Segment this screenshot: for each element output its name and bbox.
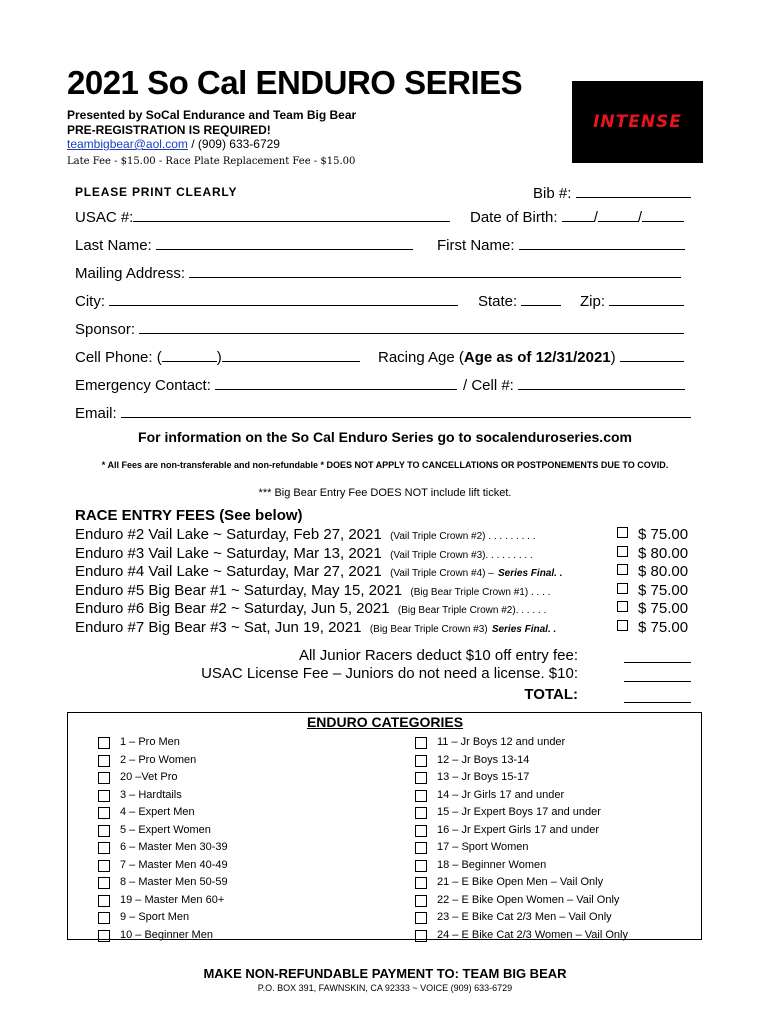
email-label: Email:: [75, 405, 117, 422]
race-row: [75, 545, 533, 562]
category-label: 18 – Beginner Women: [437, 858, 547, 871]
first-name-field[interactable]: [437, 235, 685, 254]
category-item[interactable]: [415, 876, 665, 890]
category-label: 4 – Expert Men: [120, 806, 195, 818]
series-final-note: Series Final. .: [498, 568, 563, 579]
race-row: [75, 619, 556, 636]
race-row: [75, 582, 550, 599]
series-website-text: For information on the So Cal Enduro Series go to socalenduroseries.com: [138, 429, 632, 445]
category-item[interactable]: [98, 911, 348, 925]
race-fee-amount: $ 75.00: [638, 619, 689, 636]
cell-phone-paren: ): [216, 349, 222, 366]
race-fee[interactable]: [617, 526, 688, 543]
category-label: 19 – Master Men 60+: [120, 893, 225, 906]
sponsor-label: Sponsor:: [75, 321, 136, 338]
category-label: 15 – Jr Expert Boys 17 and under: [437, 806, 601, 818]
category-checkbox[interactable]: [98, 737, 110, 749]
cell-phone-label: Cell Phone: (: [75, 349, 162, 366]
category-checkbox[interactable]: [98, 772, 110, 784]
email-line[interactable]: [121, 403, 691, 418]
category-item[interactable]: [415, 806, 665, 820]
first-name-label: First Name:: [437, 237, 515, 254]
category-checkbox[interactable]: [98, 895, 110, 907]
category-item[interactable]: [98, 894, 348, 908]
racing-age-label: Racing Age (: [378, 349, 464, 366]
category-item[interactable]: [98, 859, 348, 873]
category-label: 8 – Master Men 50-59: [120, 876, 228, 888]
category-label: 21 – E Bike Open Men – Vail Only: [437, 876, 604, 888]
cell-phone-line[interactable]: [222, 347, 360, 362]
category-item[interactable]: [98, 841, 348, 855]
category-item[interactable]: [415, 841, 665, 855]
state-line[interactable]: [521, 291, 561, 306]
race-note: (Big Bear Triple Crown #3): [369, 624, 488, 635]
category-item[interactable]: [98, 736, 348, 750]
race-name: Enduro #4 Vail Lake ~ Saturday, Mar 27, 2021: [75, 563, 382, 580]
category-checkbox[interactable]: [415, 860, 427, 872]
race-checkbox[interactable]: [617, 583, 628, 594]
payment-instruction: MAKE NON-REFUNDABLE PAYMENT TO: TEAM BIG BEAR: [203, 966, 567, 981]
late-fee-line: Late Fee - $15.00 - Race Plate Replacement Fee - $15.00: [67, 156, 356, 167]
print-clearly-label: PLEASE PRINT CLEARLY: [75, 185, 238, 199]
logo-text: INTENSE: [593, 112, 682, 132]
categories-title: ENDURO CATEGORIES: [306, 714, 464, 730]
category-label: 11 – Jr Boys 12 and under: [437, 736, 566, 748]
category-label: 12 – Jr Boys 13-14: [437, 753, 530, 766]
lift-ticket-note: *** Big Bear Entry Fee DOES NOT include lift ticket.: [258, 487, 512, 499]
emergency-cell-label: / Cell #:: [463, 377, 514, 394]
dob-separator: /: [593, 209, 598, 226]
sponsor-field[interactable]: [75, 319, 684, 338]
cell-phone-field[interactable]: [75, 347, 360, 366]
series-final-note: Series Final. .: [491, 624, 557, 635]
city-line[interactable]: [109, 291, 458, 306]
zip-field[interactable]: [580, 291, 684, 310]
city-label: City:: [75, 293, 105, 310]
dob-month-line[interactable]: [562, 207, 594, 222]
category-item[interactable]: [98, 789, 348, 803]
category-checkbox[interactable]: [98, 860, 110, 872]
category-item[interactable]: [415, 859, 665, 873]
category-label: 24 – E Bike Cat 2/3 Women – Vail Only: [437, 928, 628, 941]
state-label: State:: [478, 293, 518, 310]
race-checkbox[interactable]: [617, 546, 628, 557]
category-item[interactable]: [98, 824, 348, 838]
category-checkbox[interactable]: [415, 755, 427, 767]
category-checkbox[interactable]: [98, 842, 110, 854]
category-label: 22 – E Bike Open Women – Vail Only: [437, 893, 620, 906]
usac-fee-label: USAC License Fee – Juniors do not need a license. $10:: [201, 665, 578, 682]
usac-fee-line[interactable]: [624, 680, 691, 682]
usac-field[interactable]: [75, 207, 450, 226]
contact-line: [67, 137, 280, 151]
usac-line[interactable]: [133, 207, 450, 222]
mailing-address-footer: P.O. BOX 391, FAWNSKIN, CA 92333 ~ VOICE (909) 633-6729: [257, 983, 513, 993]
emergency-contact-label: Emergency Contact:: [75, 377, 211, 394]
race-note: (Vail Triple Crown #4) –: [390, 568, 494, 579]
category-label: 23 – E Bike Cat 2/3 Men – Vail Only: [437, 911, 612, 923]
category-label: 7 – Master Men 40-49: [120, 858, 228, 871]
race-fee[interactable]: [617, 545, 688, 562]
dob-separator: /: [637, 209, 643, 226]
category-checkbox[interactable]: [415, 895, 427, 907]
category-checkbox[interactable]: [415, 930, 427, 942]
zip-line[interactable]: [609, 291, 684, 306]
race-fee[interactable]: [617, 600, 688, 617]
email-field[interactable]: [75, 403, 691, 422]
race-fee-amount: $ 75.00: [638, 600, 689, 617]
category-checkbox[interactable]: [98, 877, 110, 889]
category-item[interactable]: [98, 771, 348, 785]
city-field[interactable]: [75, 291, 458, 310]
race-checkbox[interactable]: [617, 601, 628, 612]
race-checkbox[interactable]: [617, 527, 628, 538]
usac-label: USAC #:: [75, 209, 134, 226]
category-item[interactable]: [415, 754, 665, 768]
emergency-contact-line[interactable]: [215, 375, 457, 390]
junior-deduct-line[interactable]: [624, 661, 691, 663]
racing-age-field[interactable]: [378, 347, 684, 366]
intense-logo: [572, 81, 703, 163]
nonrefundable-note: * All Fees are non-transferable and non-refundable * DOES NOT APPLY TO CANCELLATIONS OR POSTPONEMENTS DUE TO COVID.: [101, 460, 669, 470]
total-line[interactable]: [624, 701, 691, 703]
race-row: [75, 600, 546, 617]
dob-field[interactable]: [470, 207, 684, 226]
category-checkbox[interactable]: [415, 790, 427, 802]
page-title: 2021 So Cal ENDURO SERIES: [67, 64, 523, 101]
category-checkbox[interactable]: [415, 877, 427, 889]
category-label: 10 – Beginner Men: [120, 928, 213, 941]
mailing-address-label: Mailing Address:: [75, 265, 186, 282]
category-item[interactable]: [98, 806, 348, 820]
sponsor-line[interactable]: [139, 319, 684, 334]
race-fee[interactable]: [617, 619, 688, 636]
category-label: 1 – Pro Men: [120, 736, 180, 748]
race-note: (Big Bear Triple Crown #2). . . . . .: [397, 605, 547, 616]
presenter-text: Presented by SoCal Endurance and Team Big Bear: [67, 108, 357, 122]
area-code-line[interactable]: [162, 347, 217, 362]
race-checkbox[interactable]: [617, 564, 628, 575]
junior-deduct-label: All Junior Racers deduct $10 off entry fee:: [298, 647, 578, 664]
category-label: 16 – Jr Expert Girls 17 and under: [437, 823, 600, 836]
category-item[interactable]: [415, 736, 665, 750]
racing-age-close: ): [610, 349, 616, 366]
mailing-address-field[interactable]: [75, 263, 681, 282]
race-row: [75, 563, 562, 580]
category-label: 3 – Hardtails: [120, 788, 182, 801]
race-fee-amount: $ 80.00: [638, 563, 689, 580]
race-name: Enduro #5 Big Bear #1 ~ Saturday, May 15, 2021: [75, 582, 403, 599]
total-label: TOTAL:: [524, 686, 578, 703]
category-checkbox[interactable]: [98, 825, 110, 837]
category-label: 14 – Jr Girls 17 and under: [437, 788, 565, 801]
category-checkbox[interactable]: [415, 912, 427, 924]
state-field[interactable]: [478, 291, 561, 310]
racing-age-bold: Age as of 12/31/2021: [463, 349, 611, 366]
email-link[interactable]: teambigbear@aol.com: [67, 137, 188, 151]
bib-line[interactable]: [576, 183, 691, 198]
race-fee[interactable]: [617, 582, 688, 599]
race-name: Enduro #7 Big Bear #3 ~ Sat, Jun 19, 2021: [75, 619, 362, 636]
category-item[interactable]: [415, 771, 665, 785]
category-checkbox[interactable]: [98, 790, 110, 802]
dob-label: Date of Birth:: [470, 209, 558, 226]
race-fee[interactable]: [617, 563, 688, 580]
race-name: Enduro #6 Big Bear #2 ~ Saturday, Jun 5, 2021: [75, 600, 390, 617]
race-row: [75, 526, 536, 543]
category-label: 13 – Jr Boys 15-17: [437, 771, 530, 783]
category-checkbox[interactable]: [415, 842, 427, 854]
dob-year-line[interactable]: [642, 207, 684, 222]
zip-label: Zip:: [580, 293, 606, 310]
category-item[interactable]: [415, 789, 665, 803]
race-fee-amount: $ 80.00: [638, 545, 689, 562]
category-item[interactable]: [98, 929, 348, 943]
category-checkbox[interactable]: [415, 807, 427, 819]
racing-age-line[interactable]: [620, 347, 684, 362]
emergency-cell-field[interactable]: [463, 375, 685, 394]
category-label: 6 – Master Men 30-39: [120, 841, 228, 853]
category-item[interactable]: [98, 754, 348, 768]
contact-phone: / (909) 633-6729: [187, 137, 280, 151]
mailing-address-line[interactable]: [189, 263, 681, 278]
race-note: (Vail Triple Crown #2) . . . . . . . . .: [390, 531, 536, 542]
category-checkbox[interactable]: [98, 912, 110, 924]
first-name-line[interactable]: [519, 235, 685, 250]
race-fee-amount: $ 75.00: [638, 582, 689, 599]
last-name-field[interactable]: [75, 235, 413, 254]
race-entry-heading: RACE ENTRY FEES (See below): [75, 507, 303, 524]
race-name: Enduro #3 Vail Lake ~ Saturday, Mar 13, 2021: [75, 545, 382, 562]
category-checkbox[interactable]: [415, 825, 427, 837]
category-item[interactable]: [98, 876, 348, 890]
race-note: (Big Bear Triple Crown #1) . . . .: [410, 587, 551, 598]
category-checkbox[interactable]: [98, 807, 110, 819]
category-item[interactable]: [415, 911, 665, 925]
category-checkbox[interactable]: [98, 755, 110, 767]
category-checkbox[interactable]: [415, 772, 427, 784]
last-name-label: Last Name:: [75, 237, 152, 254]
category-label: 17 – Sport Women: [437, 841, 529, 853]
emergency-cell-line[interactable]: [518, 375, 685, 390]
category-item[interactable]: [415, 824, 665, 838]
category-item[interactable]: [415, 929, 665, 943]
category-label: 9 – Sport Men: [120, 911, 190, 923]
category-checkbox[interactable]: [98, 930, 110, 942]
last-name-line[interactable]: [156, 235, 413, 250]
race-note: (Vail Triple Crown #3). . . . . . . . .: [390, 550, 533, 561]
race-fee-amount: $ 75.00: [638, 526, 689, 543]
bib-field[interactable]: [533, 183, 691, 202]
category-item[interactable]: [415, 894, 665, 908]
category-label: 5 – Expert Women: [120, 823, 211, 836]
category-label: 20 –Vet Pro: [120, 771, 178, 783]
category-label: 2 – Pro Women: [120, 753, 197, 766]
emergency-contact-field[interactable]: [75, 375, 457, 394]
race-name: Enduro #2 Vail Lake ~ Saturday, Feb 27, 2021: [75, 526, 382, 543]
dob-day-line[interactable]: [598, 207, 638, 222]
preregistration-notice: PRE-REGISTRATION IS REQUIRED!: [67, 123, 271, 137]
bib-label: Bib #:: [533, 185, 572, 202]
category-checkbox[interactable]: [415, 737, 427, 749]
race-checkbox[interactable]: [617, 620, 628, 631]
